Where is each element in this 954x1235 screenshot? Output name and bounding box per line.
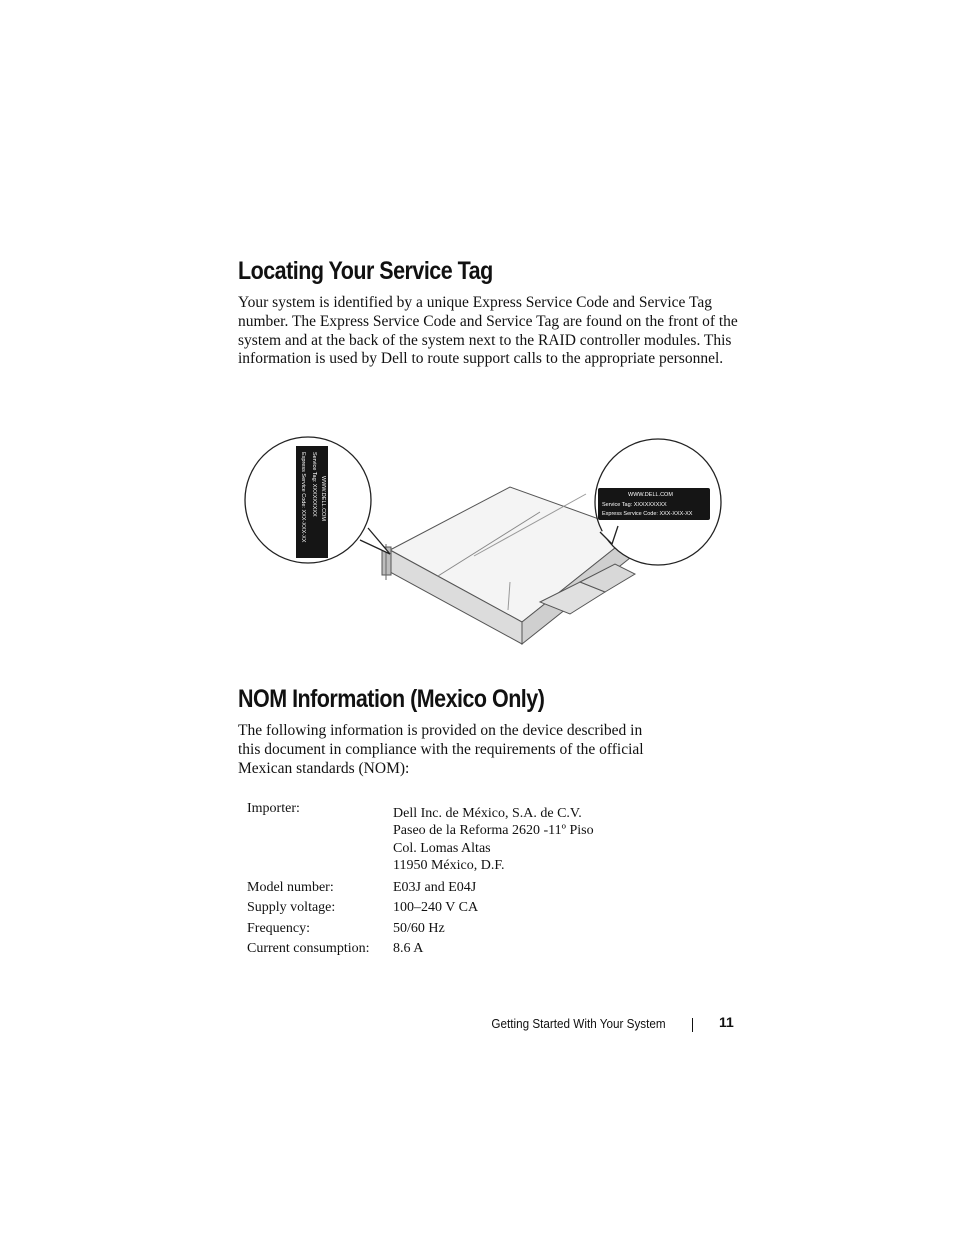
section-heading-service-tag: Locating Your Service Tag <box>238 257 493 285</box>
nom-info-table <box>247 800 667 961</box>
rear-label-url: WWW.DELL.COM <box>628 492 673 498</box>
address-line: Dell Inc. de México, S.A. de C.V. <box>393 806 582 821</box>
table-row <box>247 879 667 896</box>
front-label-service-tag: Service Tag: XXXXXXXXX <box>311 452 317 517</box>
address-line: 11950 México, D.F. <box>393 858 505 874</box>
section-heading-nom: NOM Information (Mexico Only) <box>238 685 545 713</box>
nom-paragraph: The following information is provided on the device described in this document in compliance with the requirements of the official Mexican standards (NOM): <box>238 722 644 777</box>
rear-label-callout <box>595 439 721 565</box>
model-number-label: Model number: <box>247 879 334 895</box>
service-tag-paragraph: Your system is identified by a unique Express Service Code and Service Tag number. The Express Service Code and Service Tag are found on the front of the system and at the back of the system next to the RAID controller modules. This information is used by Dell to route support calls to the appropriate personnel. <box>238 294 738 368</box>
supply-voltage-label: Supply voltage: <box>247 900 336 916</box>
page-number: 11 <box>719 1014 734 1030</box>
front-label-url: WWW.DELL.COM <box>320 476 326 521</box>
front-label-callout <box>245 437 390 563</box>
current-consumption-value: 8.6 A <box>393 941 424 957</box>
importer-address <box>393 800 667 875</box>
address-line: Col. Lomas Altas <box>393 840 491 856</box>
current-consumption-label: Current consumption: <box>247 941 370 957</box>
address-line: Paseo de la Reforma 2620 -11º Piso <box>393 823 594 839</box>
table-row <box>247 920 667 937</box>
service-tag-location-figure <box>240 432 730 650</box>
frequency-value: 50/60 Hz <box>393 920 445 936</box>
front-label-express-code: Express Service Code: XXX-XXX-XX <box>300 452 306 543</box>
frequency-label: Frequency: <box>247 920 310 936</box>
page-footer <box>0 1014 954 1036</box>
footer-separator <box>692 1018 693 1032</box>
importer-label: Importer: <box>247 801 300 816</box>
rear-label-service-tag: Service Tag: XXXXXXXXX <box>602 502 667 508</box>
table-row <box>247 899 667 916</box>
model-number-value: E03J and E04J <box>393 879 477 895</box>
table-row <box>247 800 667 875</box>
rear-label-express-code: Express Service Code: XXX-XXX-XX <box>602 511 693 517</box>
table-row <box>247 940 667 957</box>
supply-voltage-value: 100–240 V CA <box>393 900 479 916</box>
footer-document-title: Getting Started With Your System <box>491 1016 666 1031</box>
